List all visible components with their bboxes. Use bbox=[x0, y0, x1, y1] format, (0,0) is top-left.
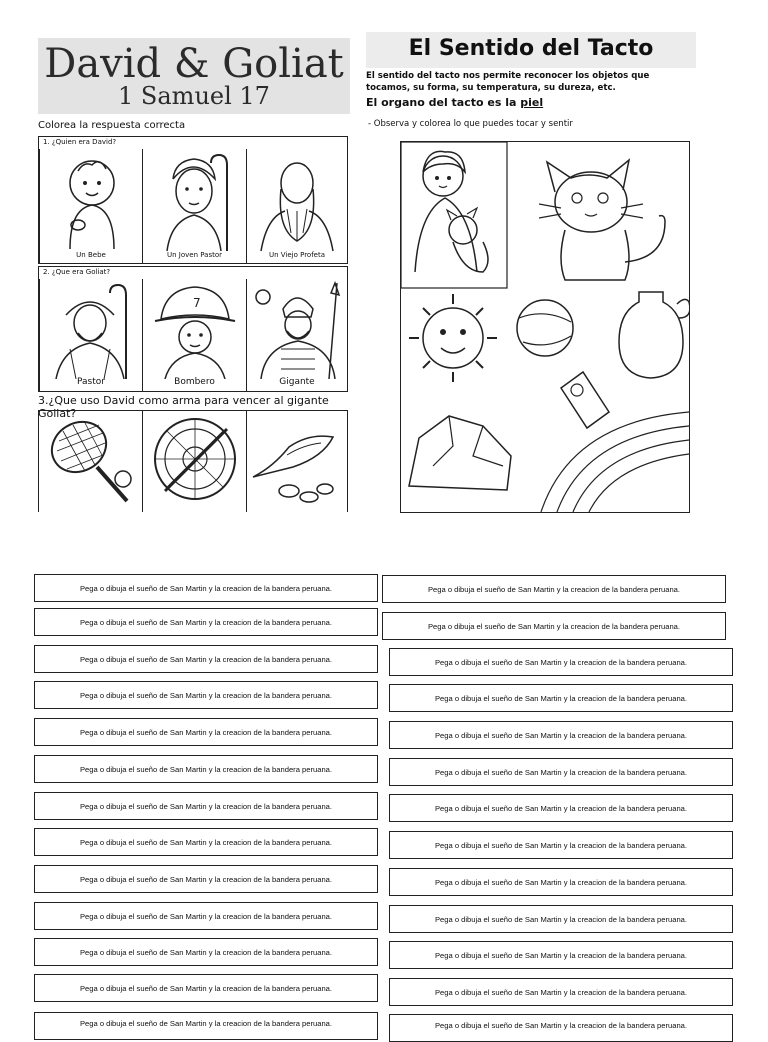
label-box[interactable]: Pega o dibuja el sueño de San Martin y la creacion de la bandera peruana. bbox=[34, 902, 378, 930]
rock-drawing bbox=[409, 416, 511, 490]
tacto-drawing-frame bbox=[400, 141, 690, 513]
baby-drawing bbox=[40, 149, 143, 253]
question-2-row bbox=[38, 266, 348, 392]
label-box[interactable]: Pega o dibuja el sueño de San Martin y la creacion de la bandera peruana. bbox=[389, 868, 733, 896]
salt-shaker-drawing bbox=[561, 372, 609, 428]
sentido-tacto-worksheet bbox=[366, 32, 696, 514]
label-box[interactable]: Pega o dibuja el sueño de San Martin y la creacion de la bandera peruana. bbox=[389, 941, 733, 969]
question-2-label: 2. ¿Que era Goliat? bbox=[43, 268, 111, 276]
option-label: Gigante bbox=[279, 377, 315, 387]
shepherd-drawing bbox=[40, 279, 143, 379]
option-sling-stones[interactable] bbox=[246, 411, 347, 512]
option-label: Pastor bbox=[77, 377, 105, 387]
tacto-organ-word: piel bbox=[520, 96, 544, 109]
label-box[interactable]: Pega o dibuja el sueño de San Martin y la creacion de la bandera peruana. bbox=[389, 1014, 733, 1042]
rainbow-drawing bbox=[541, 412, 689, 512]
option-firefighter[interactable] bbox=[142, 279, 246, 391]
label-box[interactable]: Pega o dibuja el sueño de San Martin y la creacion de la bandera peruana. bbox=[34, 681, 378, 709]
ball-drawing bbox=[517, 300, 573, 356]
question-1-row bbox=[38, 136, 348, 264]
tacto-header bbox=[366, 32, 696, 68]
option-giant[interactable] bbox=[246, 279, 347, 391]
shield-sword-drawing bbox=[143, 411, 247, 511]
option-tennis-racket[interactable] bbox=[39, 411, 142, 512]
label-box[interactable]: Pega o dibuja el sueño de San Martin y la creacion de la bandera peruana. bbox=[389, 721, 733, 749]
option-shepherd[interactable] bbox=[39, 279, 142, 391]
label-box[interactable]: Pega o dibuja el sueño de San Martin y la creacion de la bandera peruana. bbox=[34, 865, 378, 893]
tennis-racket-drawing bbox=[39, 411, 142, 511]
label-box[interactable]: Pega o dibuja el sueño de San Martin y la creacion de la bandera peruana. bbox=[389, 905, 733, 933]
sun-drawing bbox=[409, 294, 497, 382]
label-box[interactable]: Pega o dibuja el sueño de San Martin y la creacion de la bandera peruana. bbox=[34, 828, 378, 856]
tacto-title: El Sentido del Tacto bbox=[408, 36, 654, 61]
label-box[interactable]: Pega o dibuja el sueño de San Martin y la creacion de la bandera peruana. bbox=[34, 645, 378, 673]
label-box[interactable]: Pega o dibuja el sueño de San Martin y la creacion de la bandera peruana. bbox=[34, 938, 378, 966]
sling-stones-drawing bbox=[247, 411, 348, 511]
question-3-label: 3.¿Que uso David como arma para vencer al gigante Goliat? bbox=[38, 394, 329, 420]
tacto-organ-line bbox=[366, 96, 543, 109]
label-box[interactable]: Pega o dibuja el sueño de San Martin y la creacion de la bandera peruana. bbox=[34, 755, 378, 783]
label-box[interactable]: Pega o dibuja el sueño de San Martin y la creacion de la bandera peruana. bbox=[382, 575, 726, 603]
label-box[interactable]: Pega o dibuja el sueño de San Martin y la creacion de la bandera peruana. bbox=[34, 718, 378, 746]
label-box[interactable]: Pega o dibuja el sueño de San Martin y la creacion de la bandera peruana. bbox=[34, 974, 378, 1002]
david-title: David & Goliat bbox=[44, 41, 344, 87]
svg-text:7: 7 bbox=[193, 296, 201, 310]
label-box[interactable]: Pega o dibuja el sueño de San Martin y la creacion de la bandera peruana. bbox=[389, 831, 733, 859]
david-instruction: Colorea la respuesta correcta bbox=[38, 120, 186, 131]
tacto-drawings bbox=[401, 142, 689, 512]
label-box[interactable]: Pega o dibuja el sueño de San Martin y la creacion de la bandera peruana. bbox=[34, 1012, 378, 1040]
option-young-shepherd[interactable] bbox=[142, 149, 246, 263]
option-label: Un Bebe bbox=[76, 251, 106, 259]
label-box[interactable]: Pega o dibuja el sueño de San Martin y la creacion de la bandera peruana. bbox=[389, 794, 733, 822]
david-goliat-worksheet bbox=[38, 38, 350, 512]
question-1-label: 1. ¿Quien era David? bbox=[43, 138, 117, 146]
option-label: Un Joven Pastor bbox=[167, 251, 222, 259]
label-box[interactable]: Pega o dibuja el sueño de San Martin y la creacion de la bandera peruana. bbox=[34, 574, 378, 602]
label-box[interactable]: Pega o dibuja el sueño de San Martin y la creacion de la bandera peruana. bbox=[382, 612, 726, 640]
tacto-instruction: - Observa y colorea lo que puedes tocar y sentir bbox=[368, 119, 573, 129]
david-subtitle: 1 Samuel 17 bbox=[118, 82, 270, 110]
label-box[interactable]: Pega o dibuja el sueño de San Martin y la creacion de la bandera peruana. bbox=[389, 684, 733, 712]
tacto-description: El sentido del tacto nos permite reconocer los objetos que tocamos, su forma, su temperatura, su dureza, etc. bbox=[366, 71, 650, 93]
label-box[interactable]: Pega o dibuja el sueño de San Martin y la creacion de la bandera peruana. bbox=[389, 758, 733, 786]
option-baby[interactable] bbox=[39, 149, 142, 263]
young-shepherd-drawing bbox=[143, 149, 247, 253]
option-shield-sword[interactable] bbox=[142, 411, 246, 512]
giant-drawing bbox=[247, 279, 348, 379]
label-box[interactable]: Pega o dibuja el sueño de San Martin y la creacion de la bandera peruana. bbox=[34, 792, 378, 820]
jar-drawing bbox=[619, 292, 689, 378]
option-old-prophet[interactable] bbox=[246, 149, 347, 263]
tacto-organ-prefix: El organo del tacto es la bbox=[366, 96, 521, 109]
firefighter-drawing bbox=[143, 279, 247, 379]
label-box[interactable]: Pega o dibuja el sueño de San Martin y la creacion de la bandera peruana. bbox=[389, 978, 733, 1006]
option-label: Bombero bbox=[174, 377, 215, 387]
old-prophet-drawing bbox=[247, 149, 348, 253]
label-box[interactable]: Pega o dibuja el sueño de San Martin y la creacion de la bandera peruana. bbox=[389, 648, 733, 676]
david-header bbox=[38, 38, 350, 114]
option-label: Un Viejo Profeta bbox=[268, 251, 326, 259]
question-3-row bbox=[38, 410, 348, 512]
label-box[interactable]: Pega o dibuja el sueño de San Martin y la creacion de la bandera peruana. bbox=[34, 608, 378, 636]
cat-drawing bbox=[539, 160, 665, 280]
girl-with-cat-drawing bbox=[415, 151, 488, 272]
